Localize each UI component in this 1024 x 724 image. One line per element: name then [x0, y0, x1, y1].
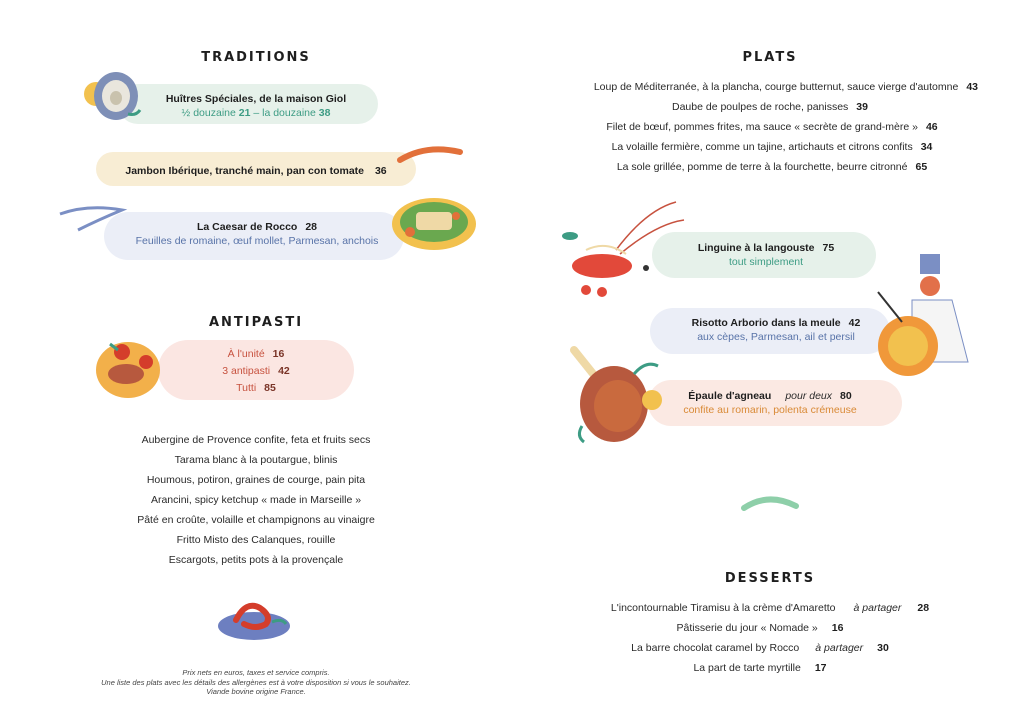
lamb-shoulder-icon	[562, 340, 672, 450]
risotto-price: 42	[848, 317, 861, 329]
caesar-price: 28	[305, 221, 318, 233]
list-item: Loup de Méditerranée, à la plancha, courge butternut, sauce vierge d'automne 43	[593, 81, 978, 93]
list-item: Houmous, potiron, graines de courge, pain pita	[146, 474, 366, 486]
list-item: Arancini, spicy ketchup « made in Marseille »	[150, 494, 362, 506]
jambon-entry	[96, 164, 416, 178]
antipasti-prices	[186, 347, 326, 395]
epaule-price: 80	[840, 390, 852, 402]
footer-line: Une liste des plats avec les détails des allergènes est à votre disposition si vous le souhaitez.	[101, 677, 411, 687]
caesar-desc: Feuilles de romaine, œuf mollet, Parmesan, anchois	[135, 235, 379, 247]
oyster-half-label: ½ douzaine	[181, 107, 236, 119]
oyster-half-price: 21	[238, 107, 251, 119]
footer-line: Prix nets en euros, taxes et service compris.	[182, 668, 330, 677]
salad-icon	[390, 192, 480, 252]
oyster-prices	[118, 106, 394, 120]
linguine-name: Linguine à la langouste	[697, 242, 815, 254]
list-item: Pâtisserie du jour « Nomade » 16	[676, 622, 844, 634]
risotto-desc: aux cèpes, Parmesan, ail et persil	[697, 331, 855, 343]
antipasti-price-row: À l'unité 16	[227, 348, 285, 360]
risotto-entry	[666, 316, 886, 344]
list-item: Daube de poulpes de roche, panisses 39	[672, 101, 868, 113]
list-item: Escargots, petits pots à la provençale	[168, 554, 344, 566]
oyster-dozen-label: la douzaine	[262, 107, 316, 119]
oyster-name: Huîtres Spéciales, de la maison Giol	[165, 93, 347, 105]
list-item: La barre chocolat caramel by Rocco à partager 30	[631, 642, 889, 654]
antipasti-plate-icon	[96, 336, 166, 400]
oyster-entry	[118, 92, 394, 120]
jambon-name: Jambon Ibérique, tranché main, pan con tomate	[125, 165, 365, 177]
jambon-price: 36	[374, 165, 387, 177]
list-item: Filet de bœuf, pommes frites, ma sauce « secrète de grand-mère » 46	[606, 121, 938, 133]
antipasti-title: ANTIPASTI	[208, 315, 304, 330]
epaule-name: Épaule d'agneau	[688, 390, 772, 402]
desserts-title: DESSERTS	[724, 571, 816, 586]
list-item: Aubergine de Provence confite, feta et fruits secs	[141, 434, 371, 446]
chef-icon	[872, 252, 982, 382]
list-item: L'incontournable Tiramisu à la crème d'Amaretto à partager 28	[610, 602, 930, 614]
list-item: Tarama blanc à la poutargue, blinis	[174, 454, 338, 466]
plats-list	[540, 77, 980, 177]
linguine-price: 75	[822, 242, 835, 254]
list-item: La sole grillée, pomme de terre à la fourchette, beurre citronné 65	[616, 161, 928, 173]
list-item: La part de tarte myrtille 17	[693, 662, 827, 674]
antipasti-list	[106, 430, 406, 570]
caesar-name: La Caesar de Rocco	[196, 221, 298, 233]
footer-line: Viande bovine origine France.	[206, 687, 306, 696]
antipasti-price-row: 3 antipasti 42	[222, 365, 290, 377]
antipasti-price-row: Tutti 85	[236, 382, 276, 394]
desserts-list	[560, 598, 960, 678]
oyster-sep: –	[253, 107, 260, 119]
brush-stroke-icon	[740, 494, 800, 514]
epaule-note: pour deux	[785, 390, 833, 402]
oyster-dozen-price: 38	[318, 107, 331, 119]
traditions-title: TRADITIONS	[201, 50, 311, 65]
list-item: Fritto Misto des Calanques, rouille	[176, 534, 336, 546]
list-item: La volaille fermière, comme un tajine, artichauts et citrons confits 34	[611, 141, 933, 153]
footer-notes	[60, 668, 452, 697]
epaule-desc: confite au romarin, polenta crémeuse	[683, 404, 857, 416]
caesar-entry	[112, 220, 402, 248]
list-item: Pâté en croûte, volaille et champignons au vinaigre	[137, 514, 375, 526]
octopus-plate-icon	[216, 594, 296, 644]
linguine-entry	[666, 241, 866, 269]
risotto-name: Risotto Arborio dans la meule	[691, 317, 841, 329]
linguine-desc: tout simplement	[728, 256, 804, 268]
plats-title: PLATS	[742, 50, 798, 65]
epaule-entry	[660, 389, 880, 417]
